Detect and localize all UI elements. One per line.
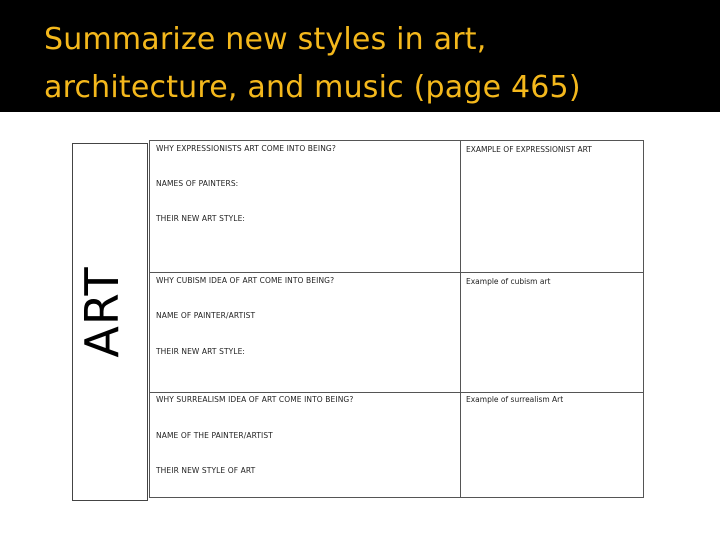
worksheet-row-expressionism xyxy=(150,141,643,273)
worksheet-row-surrealism xyxy=(150,393,643,497)
worksheet-grid xyxy=(149,140,644,498)
prompt-why: WHY EXPRESSIONISTS ART COME INTO BEING? xyxy=(156,144,336,153)
worksheet-row-cubism xyxy=(150,273,643,393)
prompt-cell xyxy=(150,273,461,392)
example-label: Example of surrealism Art xyxy=(466,395,564,404)
slide-title-line-1: Summarize new styles in art, xyxy=(44,22,487,57)
prompt-painters: NAMES OF PAINTERS: xyxy=(156,179,239,188)
example-label: EXAMPLE OF EXPRESSIONIST ART xyxy=(466,145,592,154)
slide-title-line-2: architecture, and music (page 465) xyxy=(44,70,581,105)
slide-title xyxy=(44,16,684,112)
prompt-why: WHY CUBISM IDEA OF ART COME INTO BEING? xyxy=(156,276,335,285)
prompt-why: WHY SURREALISM IDEA OF ART COME INTO BEING? xyxy=(156,395,354,404)
prompt-painters: NAME OF THE PAINTER/ARTIST xyxy=(156,431,273,440)
prompt-style: THEIR NEW STYLE OF ART xyxy=(156,466,256,475)
prompt-style: THEIR NEW ART STYLE: xyxy=(156,347,246,356)
prompt-style: THEIR NEW ART STYLE: xyxy=(156,214,246,223)
prompt-cell xyxy=(150,393,461,497)
example-cell xyxy=(461,273,643,392)
side-label-art: ART xyxy=(75,266,129,358)
prompt-cell xyxy=(150,141,461,272)
prompt-painters: NAME OF PAINTER/ARTIST xyxy=(156,311,256,320)
example-label: Example of cubism art xyxy=(466,277,551,286)
example-cell xyxy=(461,393,643,497)
example-cell xyxy=(461,141,643,272)
